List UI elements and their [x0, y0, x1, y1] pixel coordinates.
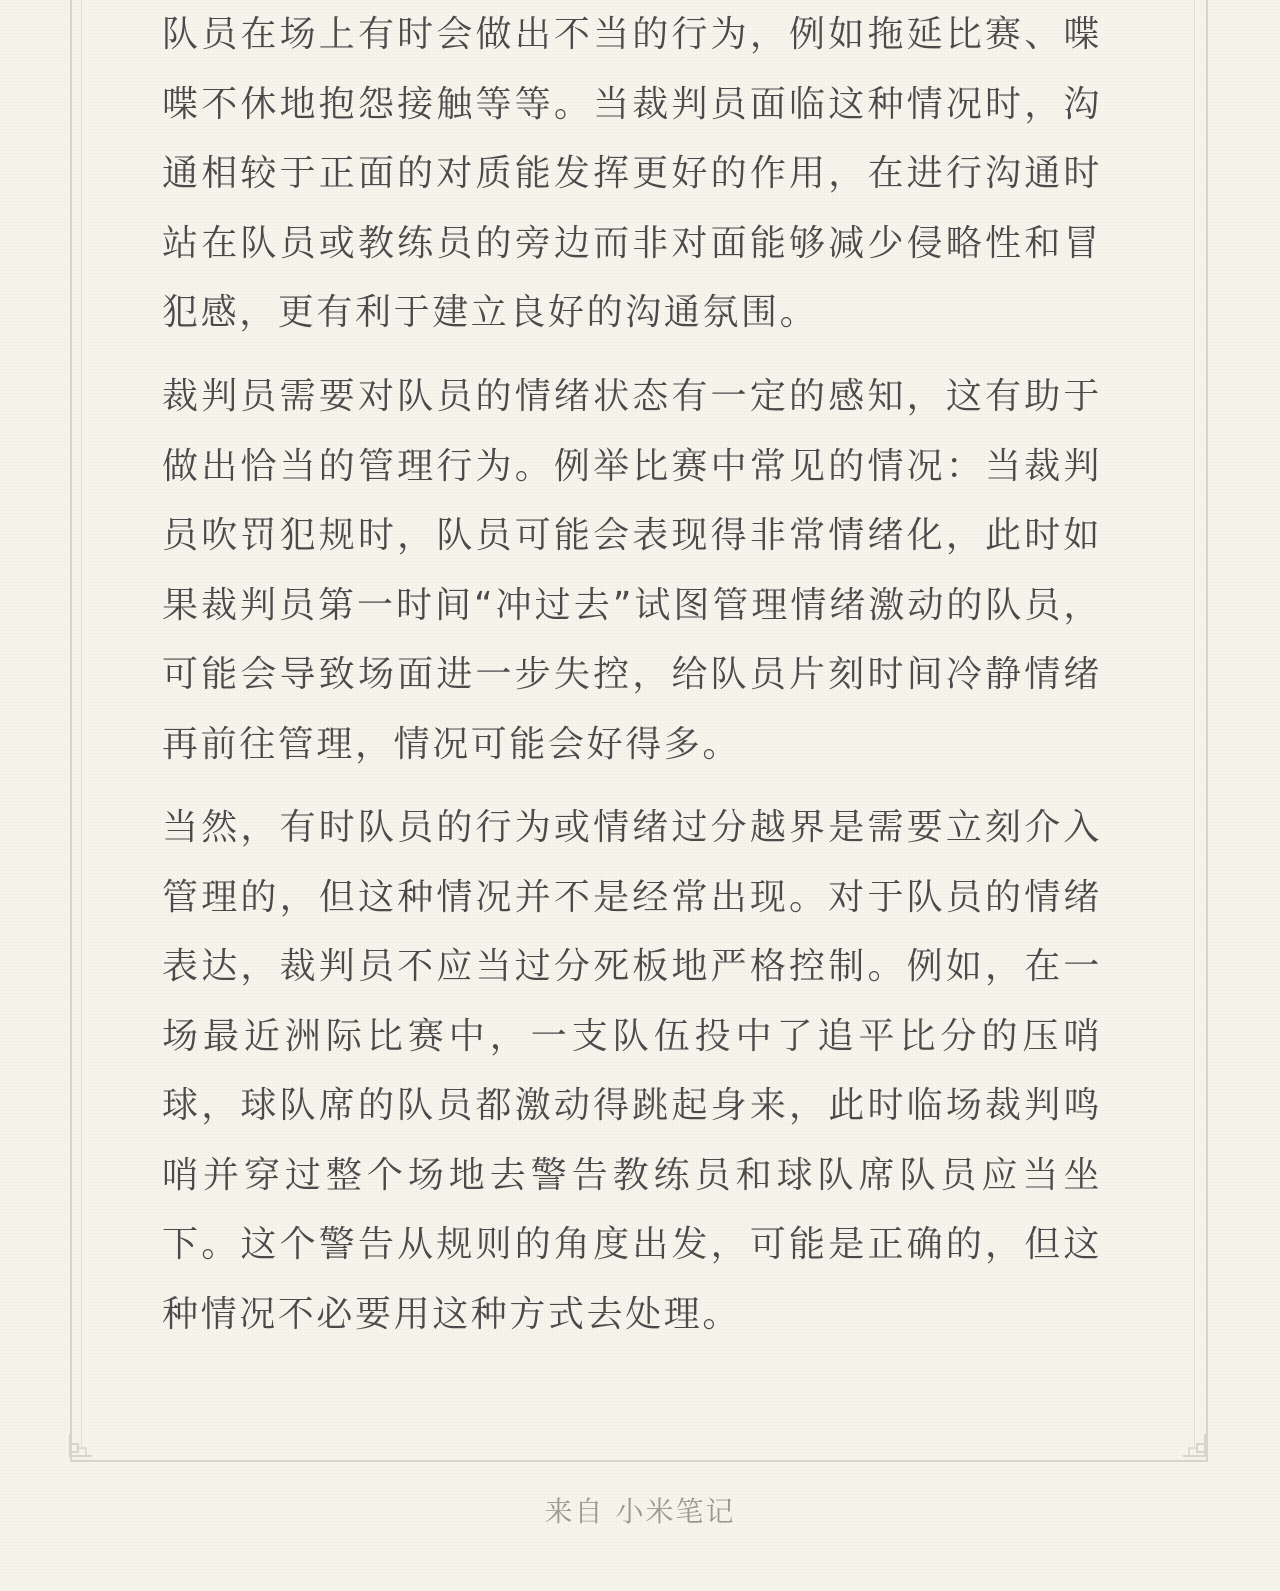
- paragraph: 队员在场上有时会做出不当的行为，例如拖延比赛、喋喋不休地抱怨接触等等。当裁判员面临这种情况时，沟通相较于正面的对质能发挥更好的作用，在进行沟通时站在队员或教练员的旁边而非对面能够减少侵略性和冒犯感，更有利于建立良好的沟通氛围。: [162, 14, 1102, 333]
- frame-corner-ornament-icon: [1183, 1434, 1211, 1462]
- source-footer: 来自 小米笔记: [544, 1495, 736, 1528]
- frame-corner-ornament-icon: [64, 1434, 92, 1462]
- paragraph: 裁判员需要对队员的情绪状态有一定的感知，这有助于做出恰当的管理行为。例举比赛中常见的情况：当裁判员吹罚犯规时，队员可能会表现得非常情绪化，此时如果裁判员第一时间“冲过去”试图管理情绪激动的队员，可能会导致场面进一步失控，给队员片刻时间冷静情绪再前往管理，情况可能会好得多。: [162, 376, 1102, 765]
- paragraph: 当然，有时队员的行为或情绪过分越界是需要立刻介入管理的，但这种情况并不是经常出现。对于队员的情绪表达，裁判员不应当过分死板地严格控制。例如，在一场最近洲际比赛中，一支队伍投中了追平比分的压哨球，球队席的队员都激动得跳起身来，此时临场裁判鸣哨并穿过整个场地去警告教练员和球队席队员应当坐下。这个警告从规则的角度出发，可能是正确的，但这种情况不必要用这种方式去处理。: [162, 807, 1102, 1335]
